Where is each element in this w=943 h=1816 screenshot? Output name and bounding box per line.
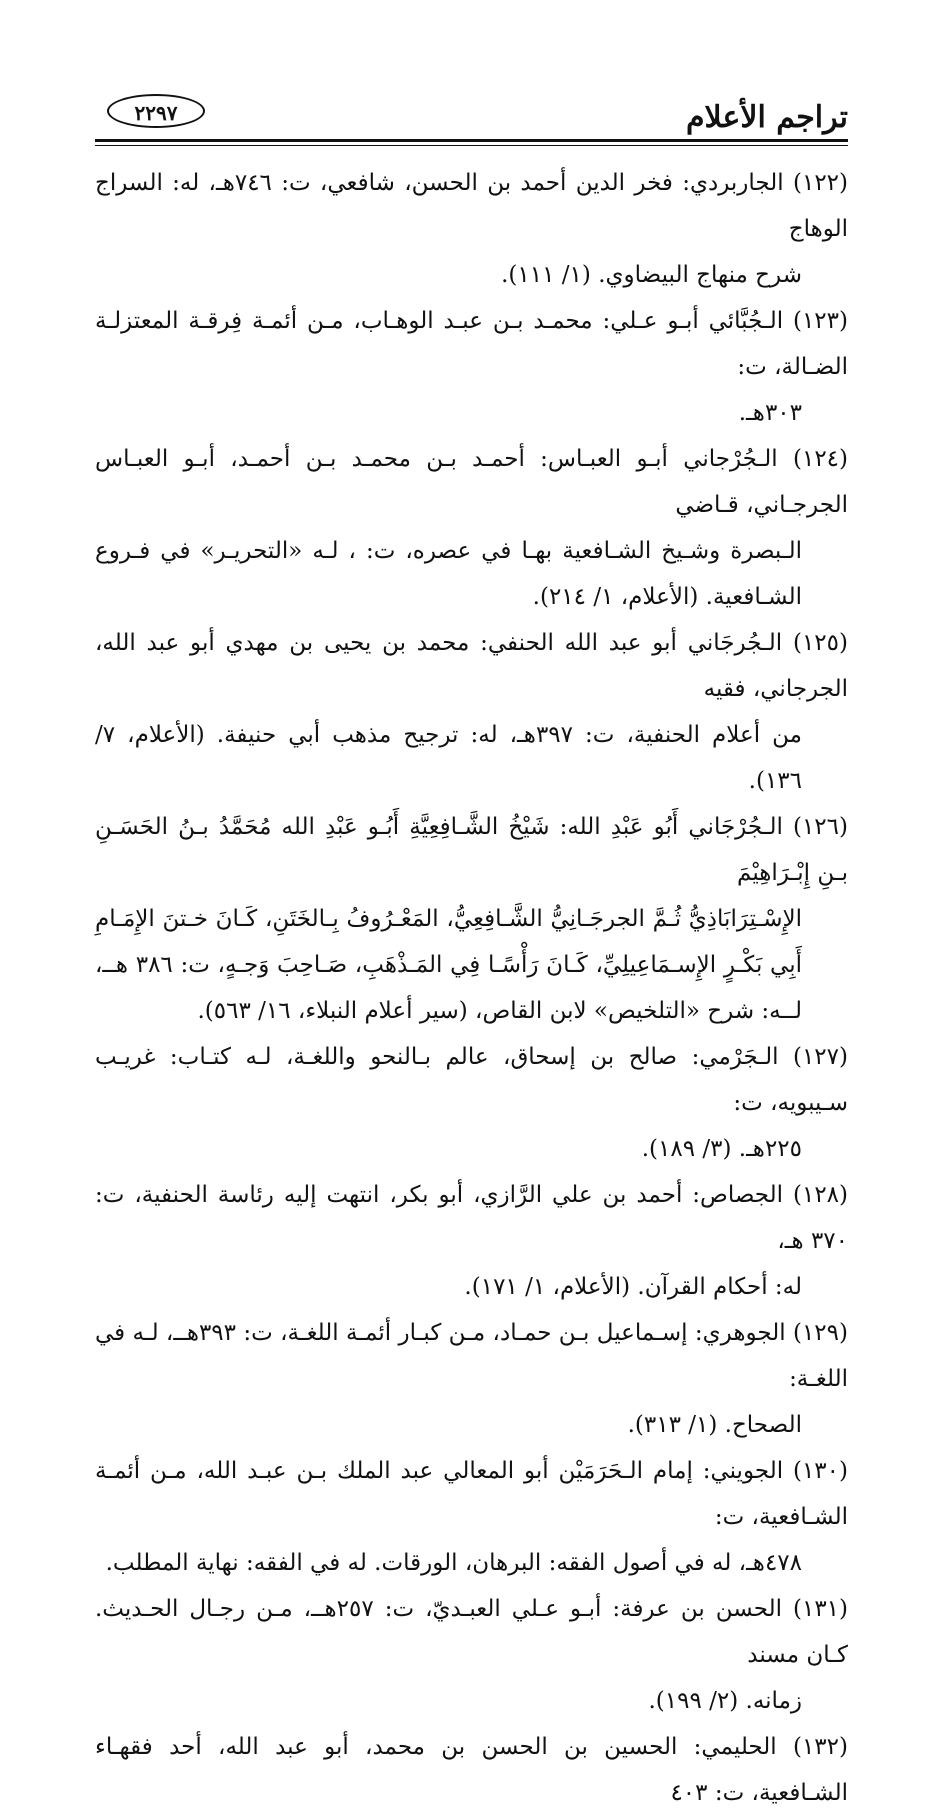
header-rule [95, 139, 848, 142]
running-title: تراجم الأعلام [685, 100, 848, 135]
entry-number: (١٢٥) [792, 630, 848, 656]
biography-list [95, 160, 848, 1816]
biography-entry [95, 298, 848, 436]
entry-number: (١٣٠) [792, 1458, 848, 1484]
entry-number: (١٢٧) [792, 1044, 848, 1070]
biography-entry [95, 620, 848, 804]
entry-text: الـجُرجَاني أبو عبد الله الحنفي: محمد بن يحيى بن مهدي أبو عبد الله، الجرجاني، فقيه [95, 630, 848, 702]
entry-text: الـجُرْجاني أبـو العبـاس: أحمـد بـن محمـد بـن أحمـد، أبـو العبـاس الجرجـاني، قـاضي [95, 446, 848, 518]
entry-continuation: زمانه. (٢/ ١٩٩). [648, 1688, 802, 1714]
entry-continuation: شرح منهاج البيضاوي. (١/ ١١١). [501, 262, 802, 288]
entry-continuation: الصحاح. (١/ ٣١٣). [627, 1412, 802, 1438]
page-header [95, 92, 848, 142]
biography-entry [95, 1172, 848, 1310]
page-number: ٢٢٩٧ [107, 94, 205, 128]
entry-text: الجاربردي: فخر الدين أحمد بن الحسن، شافعي، ت: ٧٤٦هـ، له: السراج الوهاج [95, 170, 848, 242]
biography-entry [95, 436, 848, 620]
biography-entry [95, 1034, 848, 1172]
entry-text: الحسن بن عرفة: أبـو عـلي العبـديّ، ت: ٢٥٧هــ، مـن رجـال الحـديث. كـان مسند [95, 1596, 848, 1668]
entry-number: (١٢٦) [792, 814, 848, 840]
biography-entry [95, 1724, 848, 1816]
entry-continuation: ٤٧٨هـ، له في أصول الفقه: البرهان، الورقات. له في الفقه: نهاية المطلب. [105, 1550, 802, 1576]
biography-entry [95, 160, 848, 298]
entry-text: الجصاص: أحمد بن علي الرَّازي، أبو بكر، انتهت إليه رئاسة الحنفية، ت: ٣٧٠ هـ، [95, 1182, 848, 1254]
entry-continuation: ٣٠٣هـ. [738, 400, 802, 426]
biography-entry [95, 1586, 848, 1724]
entry-continuation: الـبصرة وشـيخ الشـافعية بهـا في عصره، ت: ، لـه «التحريـر» في فـروع الشـافعية. (الأعلام، ١/ ٢١٤). [95, 538, 802, 610]
entry-number: (١٢٩) [792, 1320, 848, 1346]
entry-text: الجوهري: إسـماعيل بـن حمـاد، مـن كبـار أئمـة اللغـة، ت: ٣٩٣هــ، لـه في اللغـة: [95, 1320, 848, 1392]
biography-entry [95, 1310, 848, 1448]
entry-text: الـجُرْجَاني أَبُو عَبْدِ الله: شَيْخُ الشَّـافِعِيَّةِ أَبُـو عَبْدِ الله مُحَمَّدُ بـنُ الحَسَـنِ بـنِ إِبْـرَاهِيْمَ [95, 814, 848, 886]
biography-entry [95, 804, 848, 1034]
entry-number: (١٢٢) [792, 170, 849, 196]
entry-number: (١٣١) [792, 1596, 849, 1622]
entry-text: الحليمي: الحسين بن الحسن بن محمد، أبو عبد الله، أحد فقهـاء الشـافعية، ت: ٤٠٣ [95, 1734, 848, 1806]
entry-text: الـجُبَّائي أبـو عـلي: محمـد بـن عبـد الوهـاب، مـن أئمـة فِرقـة المعتزلـة الضـالة، ت: [95, 308, 848, 380]
entry-number: (١٢٣) [792, 308, 848, 334]
entry-continuation: من أعلام الحنفية، ت: ٣٩٧هـ، له: ترجيح مذهب أبي حنيفة. (الأعلام، ٧/ ١٣٦). [95, 722, 802, 794]
header-rule-thin [95, 145, 848, 146]
biography-entry [95, 1448, 848, 1586]
entry-continuation: له: أحكام القرآن. (الأعلام، ١/ ١٧١). [464, 1274, 802, 1300]
entry-text: الـجَرْمي: صالح بن إسحاق، عالم بـالنحو واللغـة، لـه كتـاب: غريـب سـيبويه، ت: [95, 1044, 848, 1116]
entry-continuation: الإِسْـتِرَابَاذِيُّ ثُـمَّ الجرجَـانِيُّ الشَّـافِعِيُّ، المَعْـرُوفُ بِـالخَتَنِ، كَـانَ خـتنَ الإِمَـامِ أَبِي بَكْـرٍ الإِسـمَاعِيلِيِّ، كَـانَ رَأْسًـا فِي المَـذْهَبِ، صَـاحِبَ وَجـهٍ، ت: ٣٨٦ هــ، لــه: شرح «التلخيص» لابن القاص، (سير أعلام النبلاء، ١٦/ ٥٦٣). [95, 906, 802, 1024]
entry-continuation: ٢٢٥هـ. (٣/ ١٨٩). [641, 1136, 802, 1162]
entry-number: (١٣٢) [792, 1734, 848, 1760]
entry-number: (١٢٤) [792, 446, 849, 472]
entry-text: الجويني: إمام الـحَرَمَيْن أبو المعالي عبد الملك بـن عبـد الله، مـن أئمـة الشـافعية، ت: [95, 1458, 848, 1530]
entry-number: (١٢٨) [792, 1182, 849, 1208]
